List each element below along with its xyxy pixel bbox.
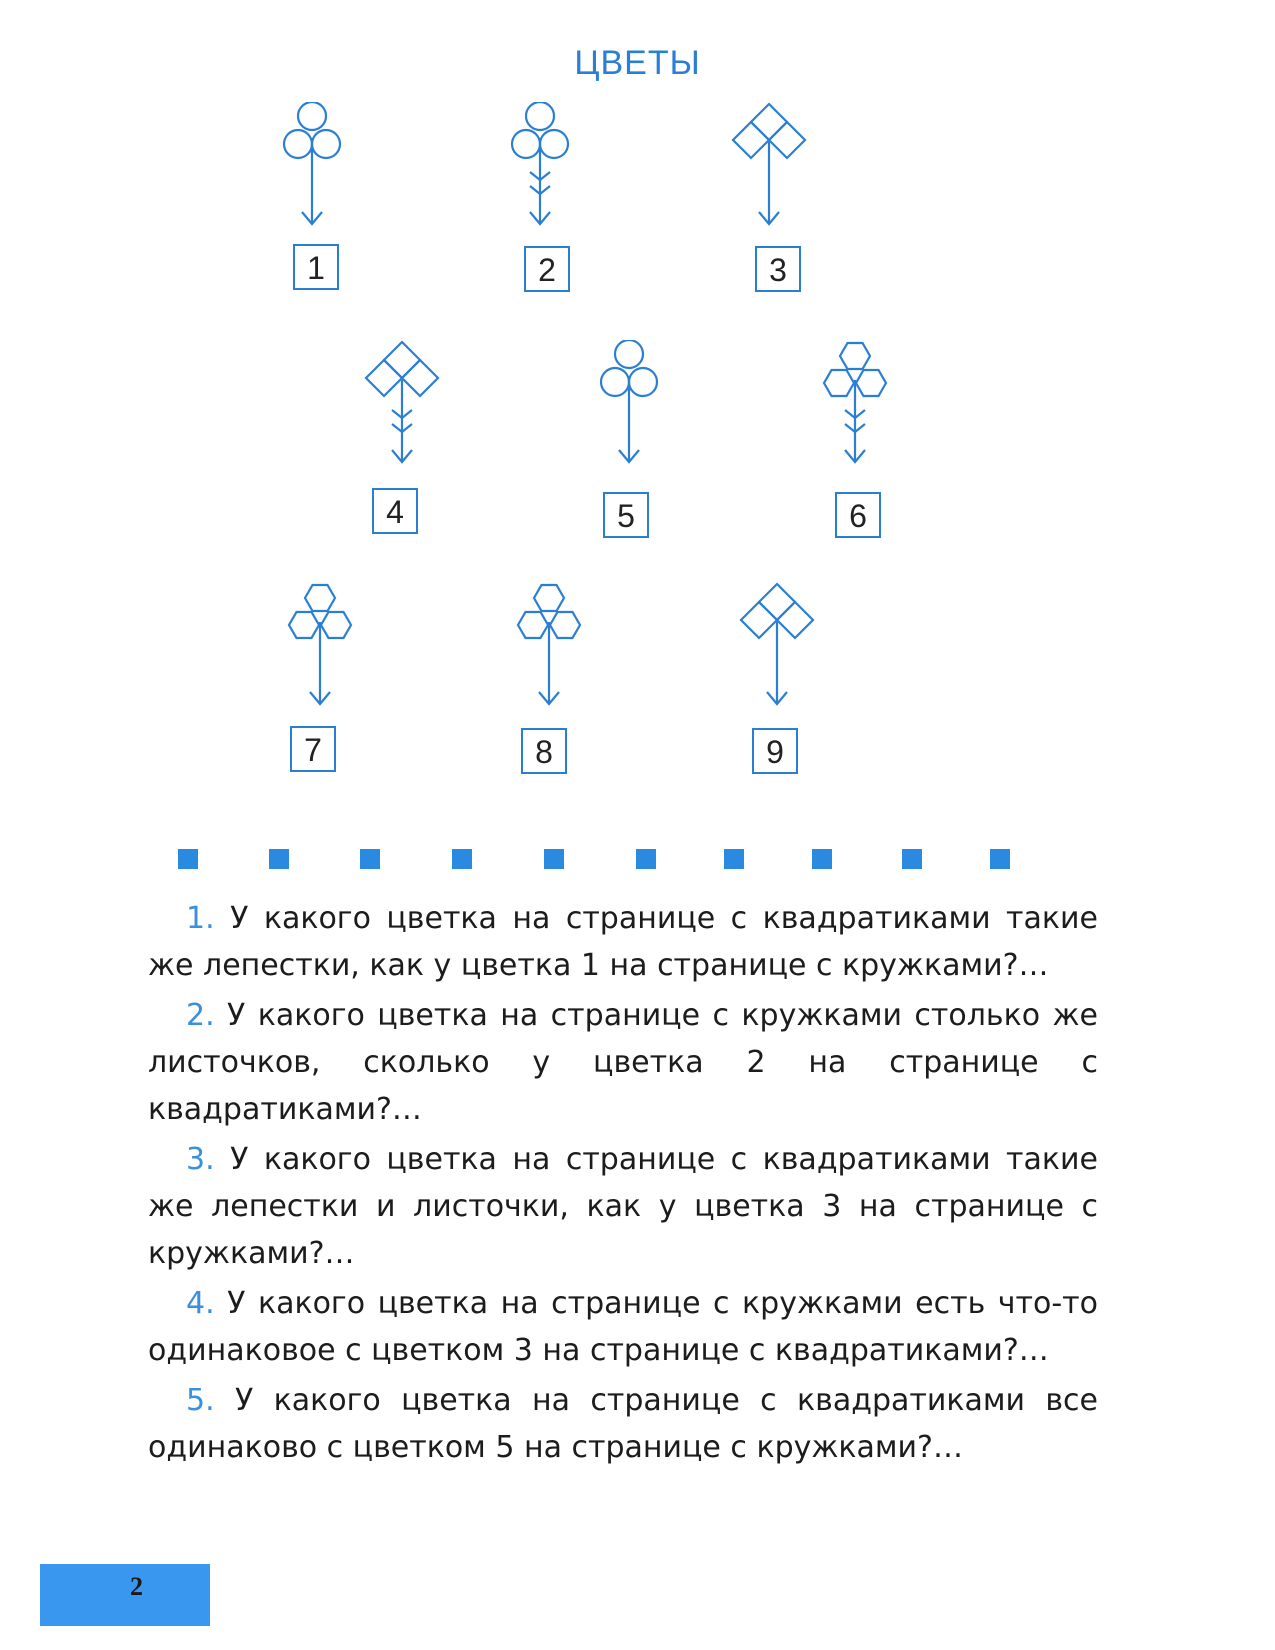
question-number: 3. (186, 1142, 215, 1177)
question-5 (148, 1377, 1098, 1471)
page-number: 2 (130, 1572, 143, 1601)
page-title: ЦВЕТЫ (574, 44, 701, 82)
petal (824, 370, 854, 396)
flower-drawing (800, 340, 910, 490)
flower-drawing (494, 582, 604, 732)
question-number: 1. (186, 901, 215, 936)
flower-number-box: 5 (603, 492, 649, 538)
petal (601, 368, 629, 396)
question-text: У какого цветка на странице с квадратиками такие же лепестки, как у цветка 1 на странице с кружками?… (148, 901, 1098, 983)
flower-6 (800, 340, 910, 490)
petal (741, 602, 777, 638)
flower-drawing (485, 102, 595, 252)
separator-square (360, 849, 380, 869)
petal (540, 130, 568, 158)
separator-square (452, 849, 472, 869)
separator-square (269, 849, 289, 869)
question-text: У какого цветка на странице с кружками есть что-то одинаковое с цветком 3 на странице с квадратиками?… (148, 1286, 1098, 1368)
separator-square (544, 849, 564, 869)
flower-1 (257, 102, 367, 252)
petal (512, 130, 540, 158)
flower-number-box: 3 (755, 246, 801, 292)
petal (402, 360, 438, 396)
separator-square (636, 849, 656, 869)
question-text: У какого цветка на странице с кружками столько же листочков, сколько у цветка 2 на странице с квадратиками?… (148, 998, 1098, 1127)
flower-number-box: 4 (372, 488, 418, 534)
petal (759, 584, 795, 620)
flower-number-box: 8 (521, 728, 567, 774)
question-list (148, 895, 1098, 1474)
petal (777, 602, 813, 638)
flower-drawing (574, 340, 684, 490)
question-4 (148, 1280, 1098, 1374)
flower-number-box: 1 (293, 244, 339, 290)
question-number: 4. (186, 1286, 215, 1321)
flower-number-box: 9 (752, 728, 798, 774)
separator-square (902, 849, 922, 869)
flower-2 (485, 102, 595, 252)
petal (629, 368, 657, 396)
flower-4 (347, 340, 457, 490)
separator-square (812, 849, 832, 869)
petal (534, 585, 564, 611)
flower-8 (494, 582, 604, 732)
petal (289, 612, 319, 638)
flower-9 (722, 582, 832, 732)
flower-5 (574, 340, 684, 490)
flower-drawing (257, 102, 367, 252)
question-text: У какого цветка на странице с квадратиками все одинаково с цветком 5 на странице с кружками?… (148, 1383, 1098, 1465)
question-3 (148, 1136, 1098, 1277)
question-number: 2. (186, 998, 215, 1033)
petal (840, 343, 870, 369)
page-number-bar (40, 1564, 210, 1626)
flower-drawing (714, 102, 824, 252)
petal (856, 370, 886, 396)
flower-number-box: 6 (835, 492, 881, 538)
petal (284, 130, 312, 158)
petal (751, 104, 787, 140)
flower-drawing (722, 582, 832, 732)
petal (769, 122, 805, 158)
petal (526, 102, 554, 130)
petal (615, 340, 643, 368)
petal (321, 612, 351, 638)
question-text: У какого цветка на странице с квадратиками такие же лепестки и листочки, как у цветка 3 на странице с кружками?… (148, 1142, 1098, 1271)
petal (550, 612, 580, 638)
question-2 (148, 992, 1098, 1133)
petal (298, 102, 326, 130)
question-number: 5. (186, 1383, 215, 1418)
flower-number-box: 7 (290, 726, 336, 772)
petal (366, 360, 402, 396)
flower-number-box: 2 (524, 246, 570, 292)
flower-3 (714, 102, 824, 252)
separator-square (990, 849, 1010, 869)
petal (733, 122, 769, 158)
petal (384, 342, 420, 378)
separator-square (178, 849, 198, 869)
petal (518, 612, 548, 638)
flower-7 (265, 582, 375, 732)
flower-drawing (265, 582, 375, 732)
petal (312, 130, 340, 158)
separator-square (724, 849, 744, 869)
petal (305, 585, 335, 611)
question-1 (148, 895, 1098, 989)
flower-drawing (347, 340, 457, 490)
